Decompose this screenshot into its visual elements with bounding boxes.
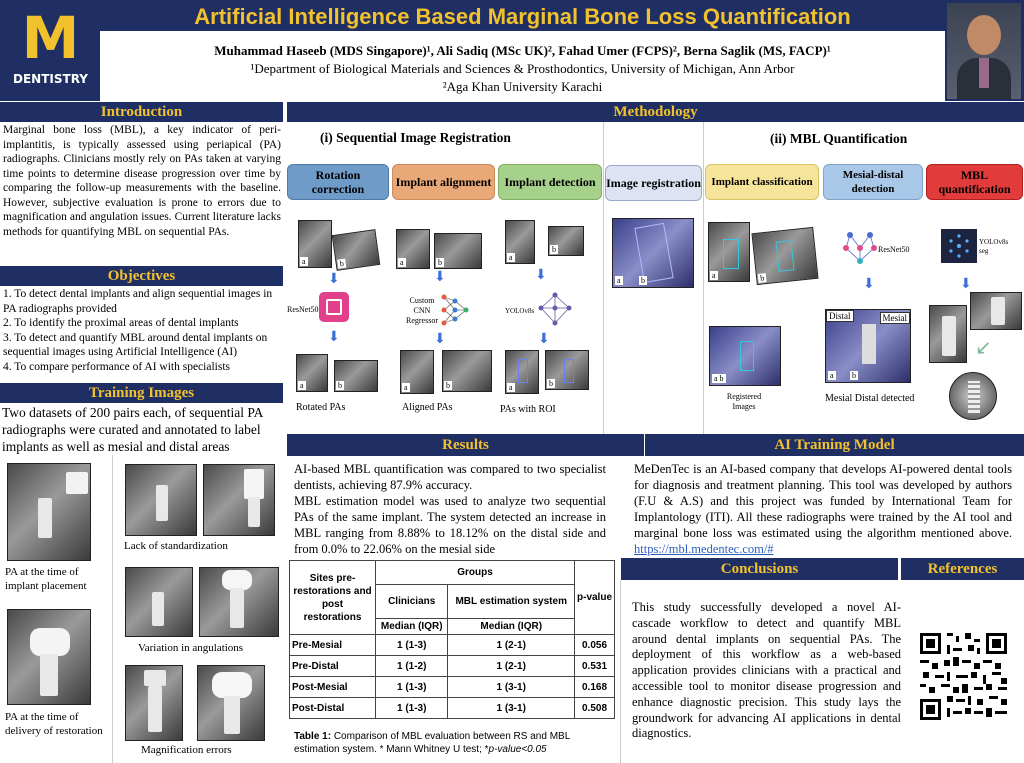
table-header-groups: Groups: [376, 561, 575, 585]
curved-arrow-icon: ↙: [975, 335, 992, 359]
model-label-yolo-seg: YOLOv8s seg: [979, 238, 1009, 255]
xray-delivery: [7, 609, 91, 705]
caption-magnification: Magnification errors: [141, 744, 232, 756]
tag-distal: Distal: [826, 310, 854, 322]
step-rotation-correction: Rotation correction: [287, 164, 389, 200]
methodology-subheading-i: (i) Sequential Image Registration: [320, 130, 511, 145]
caption-standardization: Lack of standardization: [124, 540, 228, 552]
arrow-down-icon: ⬇: [960, 276, 972, 292]
neural-network-icon: [537, 292, 573, 326]
xray-classification-b: b: [751, 227, 818, 285]
objective-item: 1. To detect dental implants and align sequential images in PA radiographs provided: [3, 288, 273, 315]
results-paragraph-2: MBL estimation model was used to analyze two sequential PAs of the same implant. The system detected an increase in MBL ranging from 8.88% to 18.12% on the distal side and from 0.0% to 22.06% on the mesial side: [294, 494, 606, 556]
medentec-link[interactable]: https://mbl.medentec.com/#: [634, 542, 774, 556]
logo-letter: M: [21, 4, 80, 72]
university-logo: [2, 2, 99, 99]
conclusions-heading: Conclusions: [621, 558, 898, 580]
registered-image: a b: [709, 326, 781, 386]
xray-angulation-b: [199, 567, 279, 637]
training-heading: Training Images: [0, 383, 283, 403]
neural-network-icon: [440, 291, 470, 329]
table-header-mbl: MBL estimation system: [448, 585, 575, 619]
table-row: Pre-Mesial 1 (1-3) 1 (2-1) 0.056: [290, 635, 615, 656]
registration-overlay: a b: [612, 218, 694, 288]
tag-mesial: Mesial: [880, 312, 911, 324]
table-header-median: Median (IQR): [448, 619, 575, 635]
model-label-resnet-b: ResNet50: [878, 245, 910, 254]
arrow-down-icon: ⬇: [535, 267, 547, 283]
methodology-divider: [703, 122, 704, 434]
caption-aligned: Aligned PAs: [402, 402, 453, 413]
xray-roi-b: b: [545, 350, 589, 390]
results-table: [289, 560, 615, 719]
caption-placement: PA at the time of implant placement: [5, 566, 87, 592]
model-label-yolo-a: YOLOv8s: [505, 307, 535, 315]
objective-item: 3. To detect and quantify MBL around dental implants on sequential images using Artificial Intelligence (AI): [3, 331, 268, 358]
methodology-heading: Methodology: [287, 102, 1024, 122]
xray-rotated-b: b: [334, 360, 378, 392]
references-heading: References: [901, 558, 1024, 580]
model-chip-icon: [319, 292, 349, 322]
logo-text: DENTISTRY: [13, 72, 88, 86]
table-header-median: Median (IQR): [376, 619, 448, 635]
arrow-down-icon: ⬇: [328, 271, 340, 287]
step-mesial-distal-detection: Mesial-distal detection: [823, 164, 923, 200]
arrow-down-icon: ⬇: [328, 329, 340, 345]
caption-angulation: Variation in angulations: [138, 642, 244, 654]
mbl-zoom-circle: [949, 372, 997, 420]
xray-mbl-a: [929, 305, 967, 363]
affiliation-1: ¹Department of Biological Materials and Sciences & Prosthodontics, University of Michigan, Ann Arbor: [250, 61, 795, 76]
ai-training-heading: AI Training Model: [645, 434, 1024, 456]
affiliation-2: ²Aga Khan University Karachi: [442, 79, 603, 94]
model-label-cnn: Custom CNN Regressor: [406, 296, 438, 325]
xray-mbl-b: [970, 292, 1022, 330]
neural-network-icon: [842, 231, 878, 265]
step-implant-detection: Implant detection: [498, 164, 602, 200]
xray-roi-a: a: [505, 350, 539, 394]
table-header-clinicians: Clinicians: [376, 585, 448, 619]
methodology-divider: [603, 122, 604, 434]
ai-training-text: MeDenTec is an AI-based company that develops AI-powered dental tools for diagnosis and treatment planning. This tool was developed by authors (F.U & A.S) and this project was funded by International Team for Implantology (ITI). All these radiographs were trained by the AI tool and marginal bone loss was estimated using the algorithm mentioned above. https://mbl.medentec.com/#: [634, 462, 1012, 556]
results-paragraph-1: AI-based MBL quantification was compared to two specialist dentists, achieving 87.9% accuracy.: [294, 462, 606, 492]
table-header-site: Sites pre-restorations and post restorations: [290, 561, 376, 635]
xray-detection-a: a: [505, 220, 535, 264]
table-caption: [294, 730, 614, 756]
table-header-pvalue: p-value: [575, 561, 615, 635]
introduction-heading: Introduction: [0, 102, 283, 122]
caption-mesial-distal: Mesial Distal detected: [825, 393, 915, 404]
xray-classification-a: a: [708, 222, 750, 282]
training-text: Two datasets of 200 pairs each, of sequential PA radiographs were curated and annotated to label implants as well as mesial and distal areas: [2, 405, 263, 454]
xray-alignment-a: a: [396, 229, 430, 269]
step-mbl-quantification: MBL quantification: [926, 164, 1023, 200]
arrow-down-icon: ⬇: [434, 331, 446, 347]
caption-delivery: PA at the time of delivery of restoration: [5, 711, 103, 737]
xray-rotation-b: b: [332, 229, 381, 271]
objective-item: 2. To identify the proximal areas of dental implants: [3, 317, 239, 329]
xray-rotation-a: a: [298, 220, 332, 268]
xray-alignment-b: b: [434, 233, 482, 269]
table-row: Post-Distal 1 (1-3) 1 (3-1) 0.508: [290, 698, 615, 719]
step-implant-alignment: Implant alignment: [392, 164, 495, 200]
poster-title: Artificial Intelligence Based Marginal Bone Loss Quantification: [194, 4, 851, 29]
authors-panel: [100, 31, 945, 101]
xray-standardization-a: [125, 464, 197, 536]
objective-item: 4. To compare performance of AI with specialists: [3, 360, 230, 373]
step-implant-classification: Implant classification: [705, 164, 819, 200]
xray-detection-b: b: [548, 226, 584, 256]
arrow-down-icon: ⬇: [434, 269, 446, 285]
qr-code-icon[interactable]: [917, 630, 1010, 723]
xray-rotated-a: a: [296, 354, 328, 392]
xray-magnification-a: [125, 665, 183, 741]
arrow-down-icon: ⬇: [538, 331, 550, 347]
methodology-subheading-ii: (ii) MBL Quantification: [770, 131, 908, 146]
model-label-resnet-a: ResNet50: [287, 305, 319, 314]
authors-line: Muhammad Haseeb (MDS Singapore)¹, Ali Sadiq (MSc UK)², Fahad Umer (FCPS)², Berna Saglik (MS, FACP)¹: [214, 43, 831, 58]
arrow-down-icon: ⬇: [863, 276, 875, 292]
results-heading: Results: [287, 434, 644, 456]
xray-standardization-b: [203, 464, 275, 536]
step-image-registration: Image registration: [605, 165, 702, 201]
xray-placement: [7, 463, 91, 561]
objectives-heading: Objectives: [0, 266, 283, 286]
table-row: Pre-Distal 1 (1-2) 1 (2-1) 0.531: [290, 656, 615, 677]
xray-magnification-b: [197, 665, 265, 741]
xray-aligned-b: b: [442, 350, 492, 392]
xray-aligned-a: a: [400, 350, 434, 394]
caption-rotated: Rotated PAs: [296, 402, 346, 413]
table-caption-label: Table 1:: [294, 731, 332, 742]
divider-training: [112, 455, 113, 763]
objectives-list: [3, 287, 285, 374]
table-row: Post-Mesial 1 (1-3) 1 (3-1) 0.168: [290, 677, 615, 698]
introduction-text: Marginal bone loss (MBL), a key indicator of peri-implantitis, is typically assessed using periapical (PA) radiographs. Clinicians mostly rely on PAs taken at varying time points to determine disease progression over time by comparing the follow-up measurements with the baseline. However, subjective evaluation is prone to errors due to magnification and angulation issues. Current literature lacks methods for quantifying MBL on sequential PAs.: [3, 124, 281, 238]
yolo-seg-icon: [941, 229, 977, 263]
table-caption-text: Comparison of MBL evaluation between RS and MBL estimation system. * Mann Whitney U test; *: [294, 731, 570, 755]
mesial-distal-image: Distal Mesial a b: [825, 309, 911, 383]
caption-roi: PAs with ROI: [500, 404, 556, 415]
author-portrait: [947, 3, 1021, 99]
xray-angulation-a: [125, 567, 193, 637]
conclusions-text: This study successfully developed a novel AI-cascade workflow to detect and quantify MBL around dental implants on sequential PAs. The deployment of this workflow as a web-based application provides clinicians with a practical and accessible tool to monitor disease progression and enhance diagnostic precision. This study lays the groundwork for advancing AI applications in dental diagnostics.: [632, 600, 901, 741]
caption-registered: Registered Images: [726, 392, 762, 411]
results-divider: [620, 580, 621, 763]
table-caption-pvalue: p-value<0.05: [488, 744, 547, 755]
